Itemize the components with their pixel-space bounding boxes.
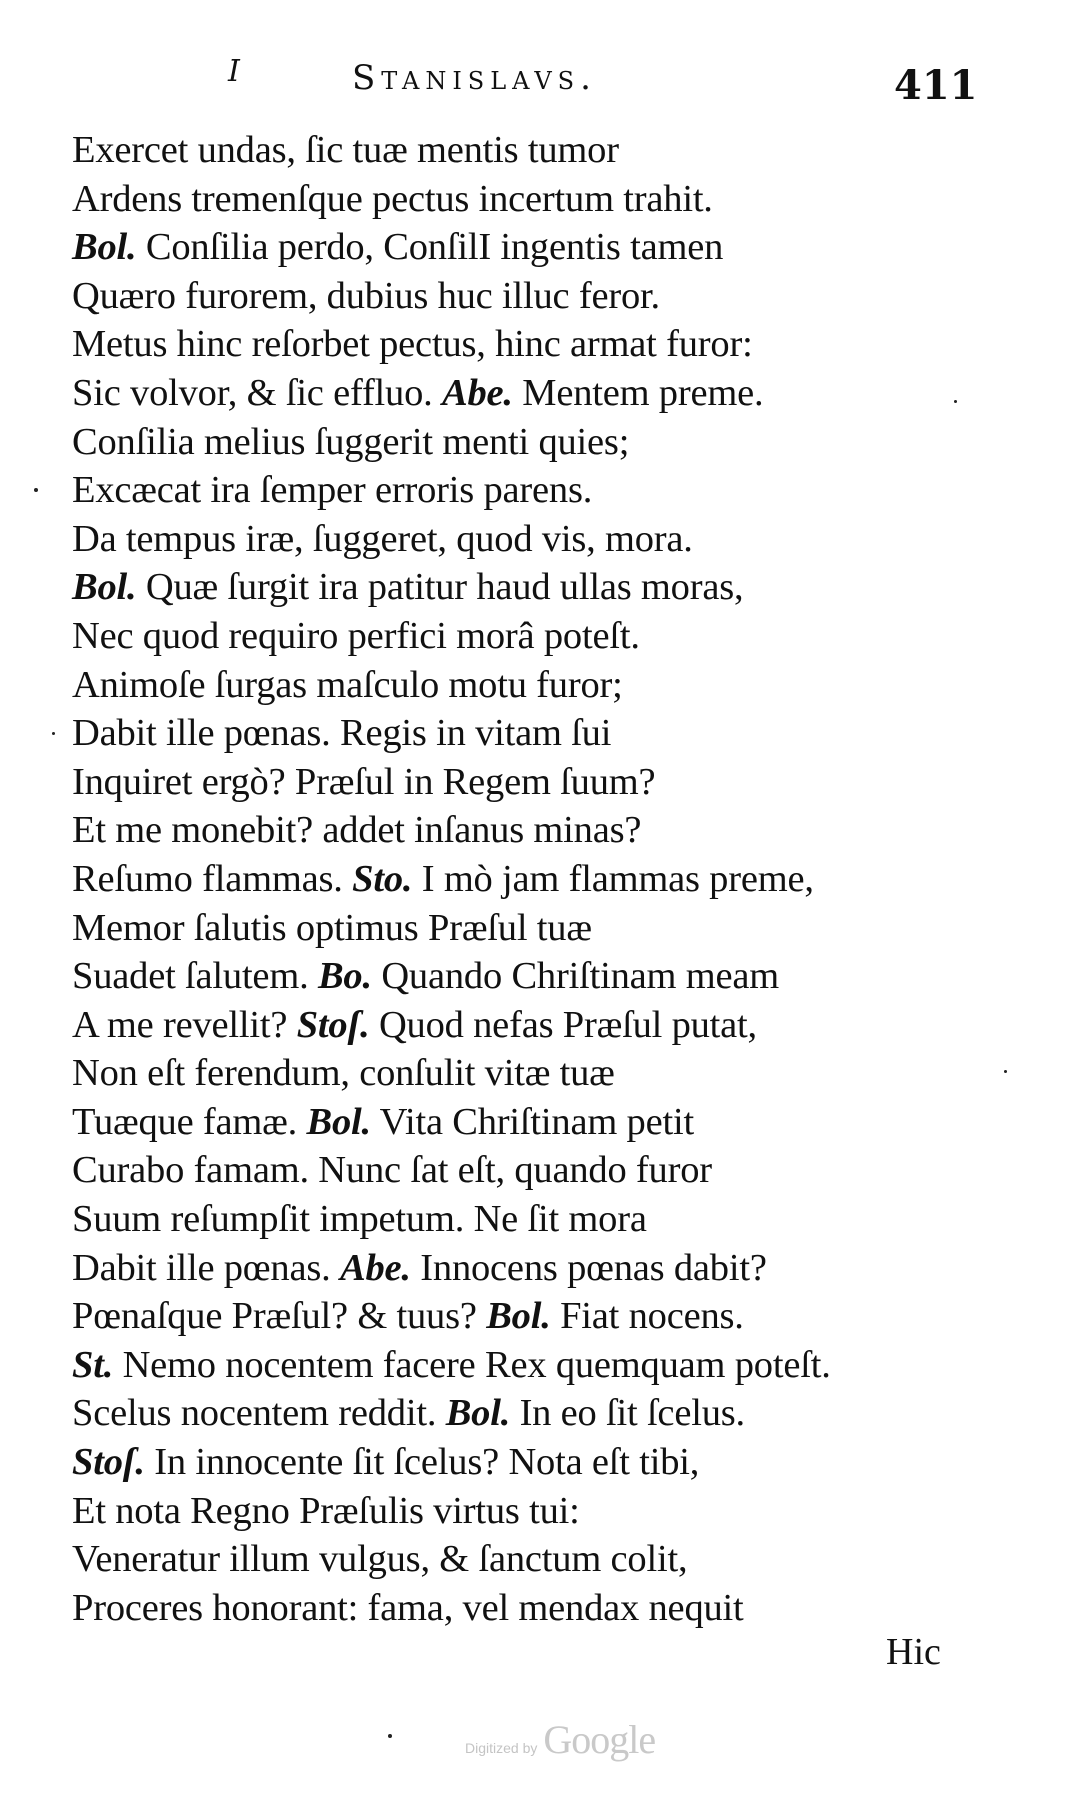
verse-text: I mò jam flammas preme, — [412, 857, 814, 900]
verse-line — [72, 661, 982, 710]
verse-text: Da tempus iræ, ſuggeret, quod vis, mora. — [72, 517, 693, 560]
verse-text: Exercet undas, ſic tuæ mentis tumor — [72, 129, 619, 171]
verse-line — [72, 1389, 982, 1438]
verse-line — [72, 466, 982, 515]
verse-line — [72, 904, 982, 953]
google-logo: Google — [543, 1717, 656, 1762]
speaker-label: Bo. — [317, 955, 372, 998]
verse-line — [72, 369, 982, 418]
verse-text: Quando Chriſtinam meam — [371, 955, 779, 998]
ink-speck — [954, 400, 957, 403]
verse-text: Dabit ille pœnas. — [72, 1246, 340, 1289]
verse-text: Et me monebit? addet inſanus minas? — [72, 809, 642, 852]
verse-text-block — [72, 126, 982, 1632]
digitized-watermark — [465, 1716, 655, 1766]
verse-text: Quod nefas Præſul putat, — [369, 1003, 757, 1046]
verse-text: Inquiret ergò? Præſul in Regem ſuum? — [72, 760, 656, 803]
speaker-label: Bol. — [72, 566, 137, 609]
verse-text: Metus hinc reſorbet pectus, hinc armat furor: — [72, 323, 753, 366]
verse-line — [72, 1584, 982, 1633]
verse-text: Tuæque famæ. — [72, 1100, 307, 1143]
verse-text: Nec quod requiro perfici morâ poteſt. — [72, 614, 640, 657]
verse-line — [72, 175, 982, 224]
speaker-label: Bol. — [306, 1100, 371, 1143]
verse-line — [72, 563, 982, 612]
verse-line — [72, 1535, 982, 1584]
watermark-prefix: Digitized by — [465, 1740, 538, 1756]
speaker-label: Abe. — [340, 1246, 411, 1289]
ink-speck — [52, 732, 55, 735]
verse-line — [72, 1487, 982, 1536]
verse-text: Fiat nocens. — [550, 1295, 744, 1338]
verse-line — [72, 126, 982, 175]
page-number: 411 — [894, 62, 978, 109]
verse-line — [72, 758, 982, 807]
speaker-label: Bol. — [486, 1295, 551, 1338]
verse-line — [72, 1341, 982, 1390]
verse-line — [72, 1195, 982, 1244]
verse-line — [72, 1001, 982, 1050]
verse-text: A me revellit? — [72, 1003, 297, 1046]
verse-line — [72, 223, 982, 272]
verse-text: Vita Chriſtinam petit — [370, 1100, 694, 1143]
verse-text: Reſumo flammas. — [72, 857, 353, 900]
verse-text: Conſilia melius ſuggerit menti quies; — [72, 420, 630, 463]
ink-speck — [34, 488, 38, 492]
verse-line — [72, 1292, 982, 1341]
verse-line — [72, 320, 982, 369]
verse-line — [72, 1244, 982, 1293]
verse-text: Mentem preme. — [512, 371, 764, 414]
verse-text: Quæro furorem, dubius huc illuc feror. — [72, 274, 660, 317]
verse-text: In innocente ſit ſcelus? Nota eſt tibi, — [144, 1441, 700, 1484]
verse-text: Non eſt ferendum, conſulit vitæ tuæ — [72, 1052, 615, 1095]
verse-line — [72, 612, 982, 661]
verse-text: Proceres honorant: fama, vel mendax nequit — [72, 1586, 744, 1629]
ink-speck — [388, 1734, 392, 1738]
verse-text: Scelus nocentem reddit. — [72, 1392, 446, 1435]
speaker-label: Abe. — [442, 371, 513, 414]
verse-line — [72, 418, 982, 467]
verse-text: Dabit ille pœnas. Regis in vitam ſui — [72, 712, 612, 755]
verse-text: Animoſe ſurgas maſculo motu furor; — [72, 663, 623, 706]
speaker-label: Bol. — [445, 1392, 511, 1435]
speaker-label: St. — [72, 1343, 114, 1386]
verse-line — [72, 855, 982, 904]
verse-text: Nemo nocentem facere Rex quemquam poteſt. — [113, 1343, 831, 1386]
verse-text: Et nota Regno Præſulis virtus tui: — [72, 1489, 580, 1532]
verse-text: Suum reſumpſit impetum. Ne ſit mora — [72, 1198, 647, 1241]
verse-line — [72, 1438, 982, 1487]
verse-line — [72, 952, 982, 1001]
speaker-label: Stoſ. — [296, 1003, 370, 1046]
verse-line — [72, 1049, 982, 1098]
verse-text: Memor ſalutis optimus Præſul tuæ — [72, 906, 592, 949]
verse-text: Sic volvor, & ſic effluo. — [72, 371, 443, 414]
speaker-label: Stoſ. — [72, 1441, 145, 1484]
verse-text: Innocens pœnas dabit? — [410, 1246, 767, 1289]
verse-text: Quæ ſurgit ira patitur haud ullas moras, — [136, 566, 744, 609]
verse-text: In eo ſit ſcelus. — [510, 1392, 745, 1435]
verse-line — [72, 709, 982, 758]
speaker-label: Bol. — [72, 226, 137, 269]
verse-text: Ardens tremenſque pectus incertum trahit. — [72, 177, 713, 220]
catchword: Hic — [886, 1631, 941, 1673]
verse-text: Veneratur illum vulgus, & ſanctum colit, — [72, 1538, 688, 1581]
running-title: Stanislavs. — [352, 58, 597, 98]
verse-text: Conſilia perdo, ConſilI ingentis tamen — [136, 226, 724, 269]
page-header — [0, 48, 1067, 108]
verse-line — [72, 1146, 982, 1195]
verse-text: Curabo famam. Nunc ſat eſt, quando furor — [72, 1149, 712, 1192]
ink-speck — [1004, 1070, 1007, 1073]
verse-line — [72, 515, 982, 564]
verse-text: Excæcat ira ſemper erroris parens. — [72, 469, 593, 512]
signature-mark: I — [228, 54, 240, 89]
verse-text: Suadet ſalutem. — [72, 955, 318, 998]
verse-text: Pœnaſque Præſul? & tuus? — [72, 1295, 487, 1338]
verse-line — [72, 806, 982, 855]
verse-line — [72, 272, 982, 321]
speaker-label: Sto. — [352, 857, 413, 900]
verse-line — [72, 1098, 982, 1147]
